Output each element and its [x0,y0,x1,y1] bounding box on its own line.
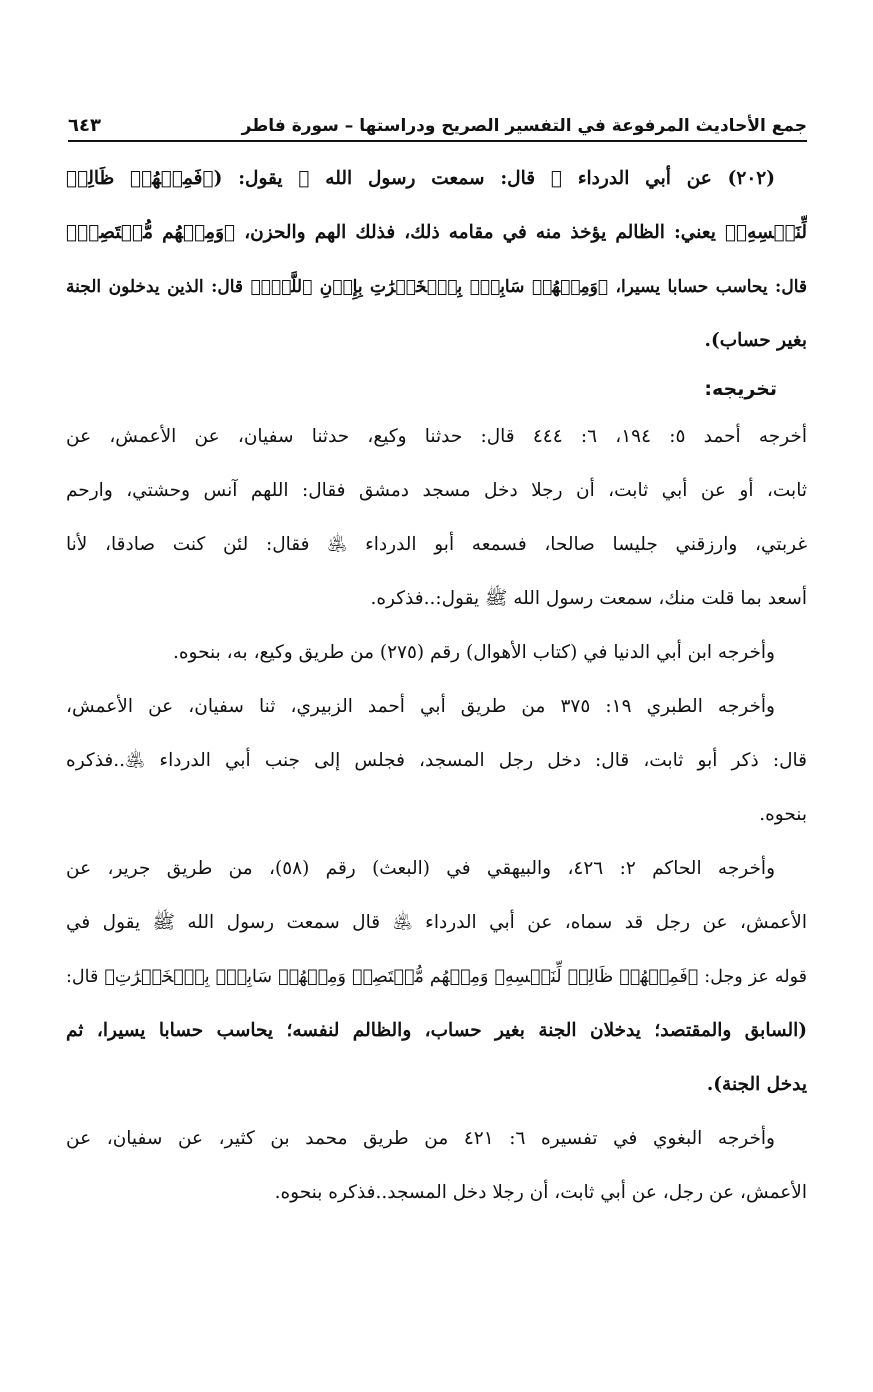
takhrij-paragraph [66,626,807,680]
hadith-block [66,152,807,368]
hadith-line: بغير حساب). [704,330,807,351]
running-header [68,104,807,142]
takhrij-heading: تخريجه: [704,378,777,400]
text-line: الأعمش، عن رجل، عن أبي ثابت، أن رجلا دخل المسجد..فذكره بنحوه. [274,1182,807,1203]
text-line: أخرجه أحمد ٥: ١٩٤، ٦: ٤٤٤ قال: حدثنا وكيع، حدثنا سفيان، عن الأعمش، عن [66,426,807,447]
text-line: وأخرجه البغوي في تفسيره ٦: ٤٢١ من طريق محمد بن كثير، عن سفيان، عن [66,1128,775,1149]
text-line: أسعد بما قلت منك، سمعت رسول الله ﷺ يقول:..فذكره. [370,588,807,609]
takhrij-paragraph [66,680,807,842]
text-line: وأخرجه ابن أبي الدنيا في (كتاب الأهوال) رقم (٢٧٥) من طريق وكيع، به، بنحوه. [172,642,775,663]
text-line: الأعمش، عن رجل قد سماه، عن أبي الدرداء ﵁ قال سمعت رسول الله ﷺ يقول في [66,912,807,933]
hadith-line: (٢٠٢) عن أبي الدرداء ﵁ قال: سمعت رسول الله ﷺ يقول: (﴿فَمِنۡهُمۡ ظَالِمٞ [66,168,775,189]
header-title: جمع الأحاديث المرفوعة في التفسير الصريح ودراستها – سورة فاطر [241,116,807,136]
hadith-line: قال: يحاسب حسابا يسيرا، ﴿وَمِنۡهُمۡ سَابِقُۢ بِٱلۡخَيۡرَٰتِ بِإِذۡنِ ٱللَّهِۚ﴾ قال: الذين يدخلون الجنة [66,277,807,297]
page-number: ٦٤٣ [68,115,101,136]
text-line: وأخرجه الطبري ١٩: ٣٧٥ من طريق أبي أحمد الزبيري، ثنا سفيان، عن الأعمش، [66,696,775,717]
text-line: غربتي، وارزقني جليسا صالحا، فسمعه أبو الدرداء ﵁ فقال: لئن كنت صادقا، لأنا [66,534,807,555]
text-line: (السابق والمقتصد؛ يدخلان الجنة بغير حساب، والظالم لنفسه؛ يحاسب حسابا يسيرا، ثم [66,1020,807,1041]
hadith-line: لِّنَفۡسِهِۦ﴾ يعني: الظالم يؤخذ منه في مقامه ذلك، فذلك الهم والحزن، ﴿وَمِنۡهُم مُّقۡتَصِدٞ﴾ [66,222,807,243]
text-line: ثابت، أو عن أبي ثابت، أن رجلا دخل مسجد دمشق فقال: اللهم آنس وحشتي، وارحم [66,480,807,501]
page-body [66,152,807,1220]
text-line: وأخرجه الحاكم ٢: ٤٢٦، والبيهقي في (البعث) رقم (٥٨)، من طريق جرير، عن [66,858,776,879]
text-line: يدخل الجنة). [706,1074,807,1095]
text-line: قوله عز وجل: ﴿فَمِنۡهُمۡ ظَالِمٞ لِّنَفۡسِهِۦ وَمِنۡهُم مُّقۡتَصِدٞ وَمِنۡهُمۡ سَابِقُۢ بِٱلۡخَيۡرَٰتِ﴾ قال: [66,967,807,987]
text-line: قال: ذكر أبو ثابت، قال: دخل رجل المسجد، فجلس إلى جنب أبي الدرداء ﵁..فذكره [66,750,807,771]
takhrij-paragraph [66,410,807,626]
text-line: بنحوه. [759,804,807,825]
takhrij-paragraph [66,842,807,1112]
takhrij-paragraph [66,1112,807,1220]
